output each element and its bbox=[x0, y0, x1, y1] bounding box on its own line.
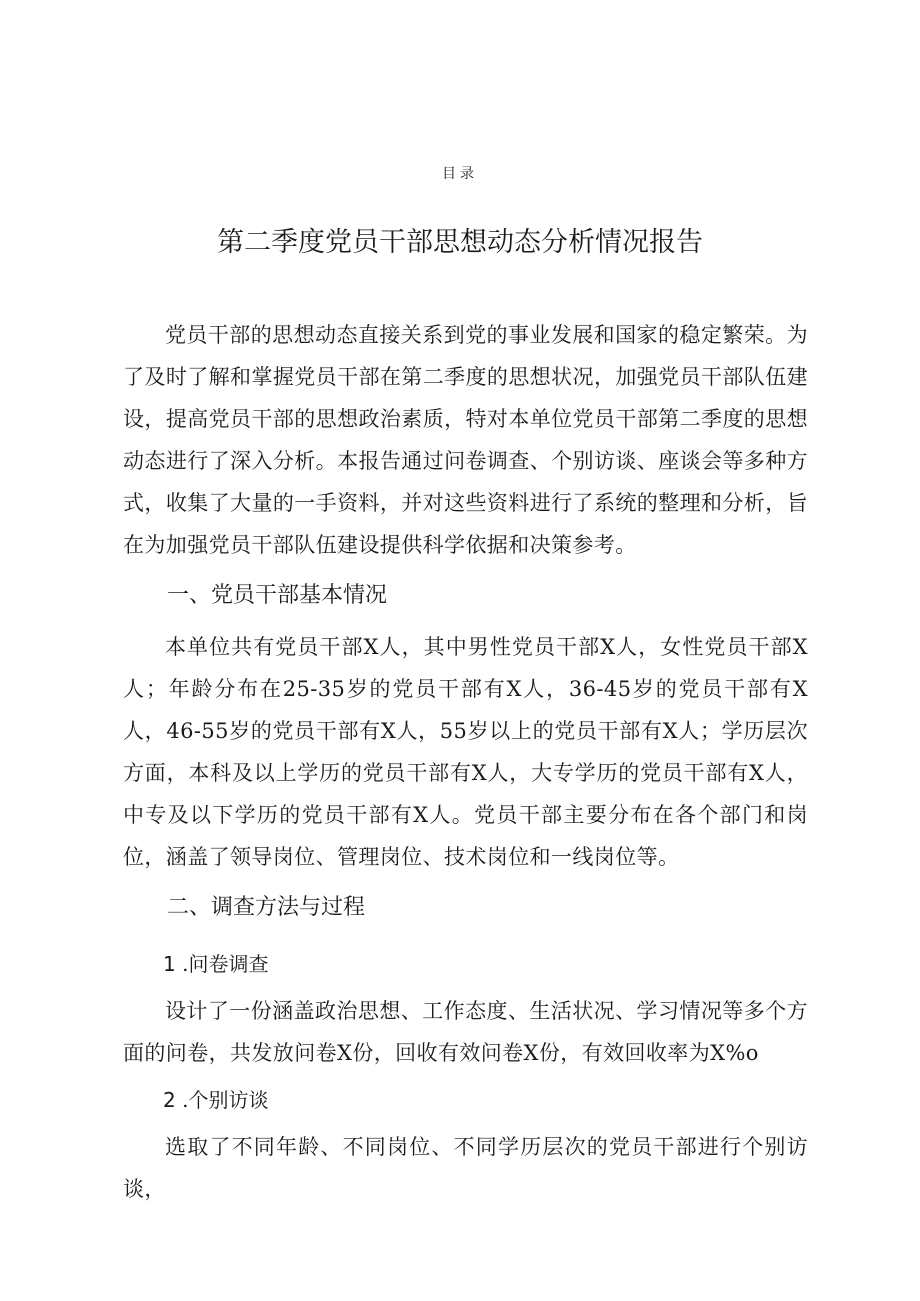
subsection-1-number: 1 bbox=[163, 952, 176, 976]
subsection-2-number: 2 bbox=[163, 1088, 176, 1112]
subsection-2-label: .个别访谈 bbox=[182, 1088, 269, 1112]
section-1-heading: 一、党员干部基本情况 bbox=[167, 583, 388, 608]
subsection-2-paragraph: 选取了不同年龄、不同岗位、不同学历层次的党员干部进行个别访谈， bbox=[123, 1135, 808, 1201]
toc-label: 目录 bbox=[442, 166, 478, 182]
section-2-heading: 二、调查方法与过程 bbox=[167, 895, 366, 920]
document-body bbox=[123, 314, 808, 1210]
section-1-paragraph: 本单位共有党员干部X人，其中男性党员干部X人，女性党员干部X人；年龄分布在25-35岁的党员干部有X人，36-45岁的党员干部有X人，46-55岁的党员干部有X人，55岁以上的党员干部有X人；学历层次方面，本科及以上学历的党员干部有X人，大专学历的党员干部有X人，中专及以下学历的党员干部有X人。党员干部主要分布在各个部门和岗位，涵盖了领导岗位、管理岗位、技术岗位和一线岗位等。 bbox=[123, 635, 808, 869]
document-title: 第二季度党员干部思想动态分析情况报告 bbox=[217, 227, 703, 258]
subsection-1-paragraph: 设计了一份涵盖政治思想、工作态度、生活状况、学习情况等多个方面的问卷，共发放问卷X份，回收有效问卷X份，有效回收率为X%o bbox=[123, 999, 808, 1065]
subsection-1-label: .问卷调查 bbox=[182, 952, 269, 976]
intro-paragraph: 党员干部的思想动态直接关系到党的事业发展和国家的稳定繁荣。为了及时了解和掌握党员干部在第二季度的思想状况，加强党员干部队伍建设，提高党员干部的思想政治素质，特对本单位党员干部第二季度的思想动态进行了深入分析。本报告通过问卷调查、个别访谈、座谈会等多种方式，收集了大量的一手资料，并对这些资料进行了系统的整理和分析，旨在为加强党员干部队伍建设提供科学依据和决策参考。 bbox=[123, 323, 808, 557]
subsection-1-heading bbox=[123, 938, 808, 990]
subsection-2-heading bbox=[123, 1074, 808, 1126]
